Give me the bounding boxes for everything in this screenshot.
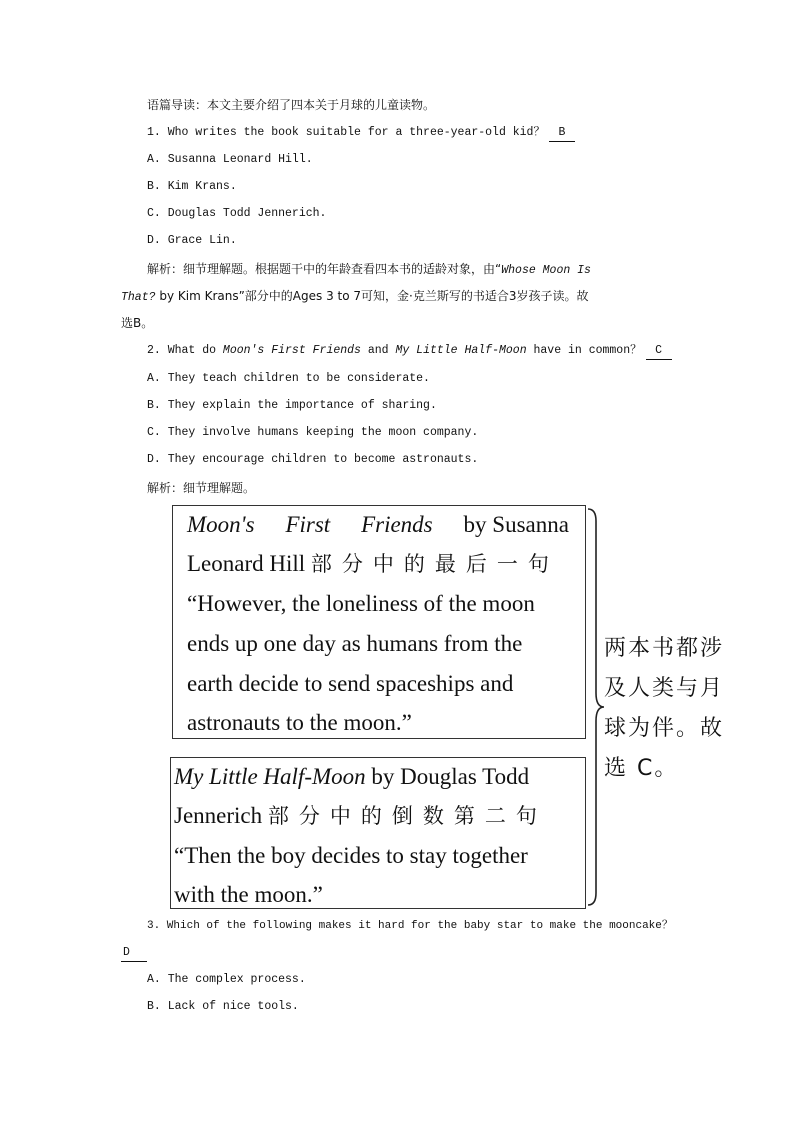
- question-2-answer: C: [646, 343, 672, 360]
- q3-option-a: A. The complex process.: [147, 973, 306, 986]
- question-3: 3. Which of the following makes it hard for the baby star to make the mooncake？: [147, 920, 673, 932]
- q2-option-a: A. They teach children to be considerate.: [147, 372, 430, 385]
- box2-line3: “Then the boy decides to stay together: [174, 843, 528, 868]
- q1-explain-title2: That?: [121, 291, 156, 304]
- question-1-answer: B: [549, 125, 575, 142]
- q1-option-c: C. Douglas Todd Jennerich.: [147, 207, 327, 220]
- intro-line: 语篇导读：本文主要介绍了四本关于月球的儿童读物。: [147, 98, 436, 112]
- box1-title-word1: Moon's: [187, 512, 255, 537]
- box1-line6: astronauts to the moon.”: [187, 710, 412, 735]
- q2-option-b: B. They explain the importance of sharing.: [147, 399, 437, 412]
- side-note-line2: 及人类与月: [604, 676, 725, 701]
- question-3-answer-line: [121, 945, 147, 962]
- side-note-line1: 两本书都涉: [604, 636, 725, 661]
- box1-line5: earth decide to send spaceships and: [187, 671, 514, 696]
- box1-author: by Susanna: [463, 512, 569, 537]
- question-2: [147, 343, 672, 360]
- side-note-line3: 球为伴。故: [604, 716, 725, 741]
- q1-option-d: D. Grace Lin.: [147, 234, 237, 247]
- box2-title: My Little Half-Moon: [174, 764, 366, 789]
- question-3-answer: D: [121, 945, 147, 962]
- q2-title-a: Moon's First Friends: [222, 344, 361, 357]
- box1-line1: [187, 505, 569, 545]
- q1-explain-title1: Whose Moon Is: [501, 264, 591, 277]
- box1-line2-cn: 部分中的最后一句: [310, 552, 559, 576]
- q2-option-c: C. They involve humans keeping the moon company.: [147, 426, 479, 439]
- q1-option-b: B. Kim Krans.: [147, 180, 237, 193]
- q2-explanation: 解析：细节理解题。: [147, 481, 256, 495]
- curly-brace: [586, 507, 606, 907]
- side-note-line4: 选 C。: [604, 756, 679, 781]
- box1-title-word3: Friends: [361, 512, 433, 537]
- q2-and: and: [360, 344, 396, 357]
- box1-line3: “However, the loneliness of the moon: [187, 591, 535, 616]
- q1-explanation-line3: 选B。: [121, 316, 154, 330]
- box1-line4: ends up one day as humans from the: [187, 631, 523, 656]
- box2-line4: with the moon.”: [174, 882, 323, 907]
- box2-line2-cn: 部分中的倒数第二句: [267, 804, 547, 828]
- q2-title-b: My Little Half-Moon: [395, 344, 527, 357]
- q1-explain-mid: by Kim Krans”部分中的Ages 3 to 7可知，金·克兰斯写的书适合3岁孩子读。故: [155, 289, 589, 303]
- box1-line2: [187, 544, 559, 584]
- box1-title-word2: First: [285, 512, 331, 537]
- question-1-text: 1. Who writes the book suitable for a three-year-old kid？: [147, 126, 545, 139]
- box2-line2: [174, 796, 547, 836]
- q1-option-a: A. Susanna Leonard Hill.: [147, 153, 313, 166]
- q2-suffix: have in common？: [526, 344, 642, 357]
- q1-explanation-line1: [147, 261, 591, 279]
- q1-explanation-line2: [121, 288, 588, 306]
- q3-option-b: B. Lack of nice tools.: [147, 1000, 299, 1013]
- box2-author: by Douglas Todd: [365, 764, 530, 789]
- box2-line2-en: Jennerich: [174, 803, 263, 828]
- q1-explain-label: 解析：细节理解题。根据题干中的年龄查看四本书的适龄对象，由“: [147, 262, 502, 276]
- q2-option-d: D. They encourage children to become astronauts.: [147, 453, 479, 466]
- box1-line2-en: Leonard Hill: [187, 551, 306, 576]
- box2-line1: [174, 757, 529, 797]
- q2-prefix: 2. What do: [147, 344, 223, 357]
- question-1: [147, 125, 575, 142]
